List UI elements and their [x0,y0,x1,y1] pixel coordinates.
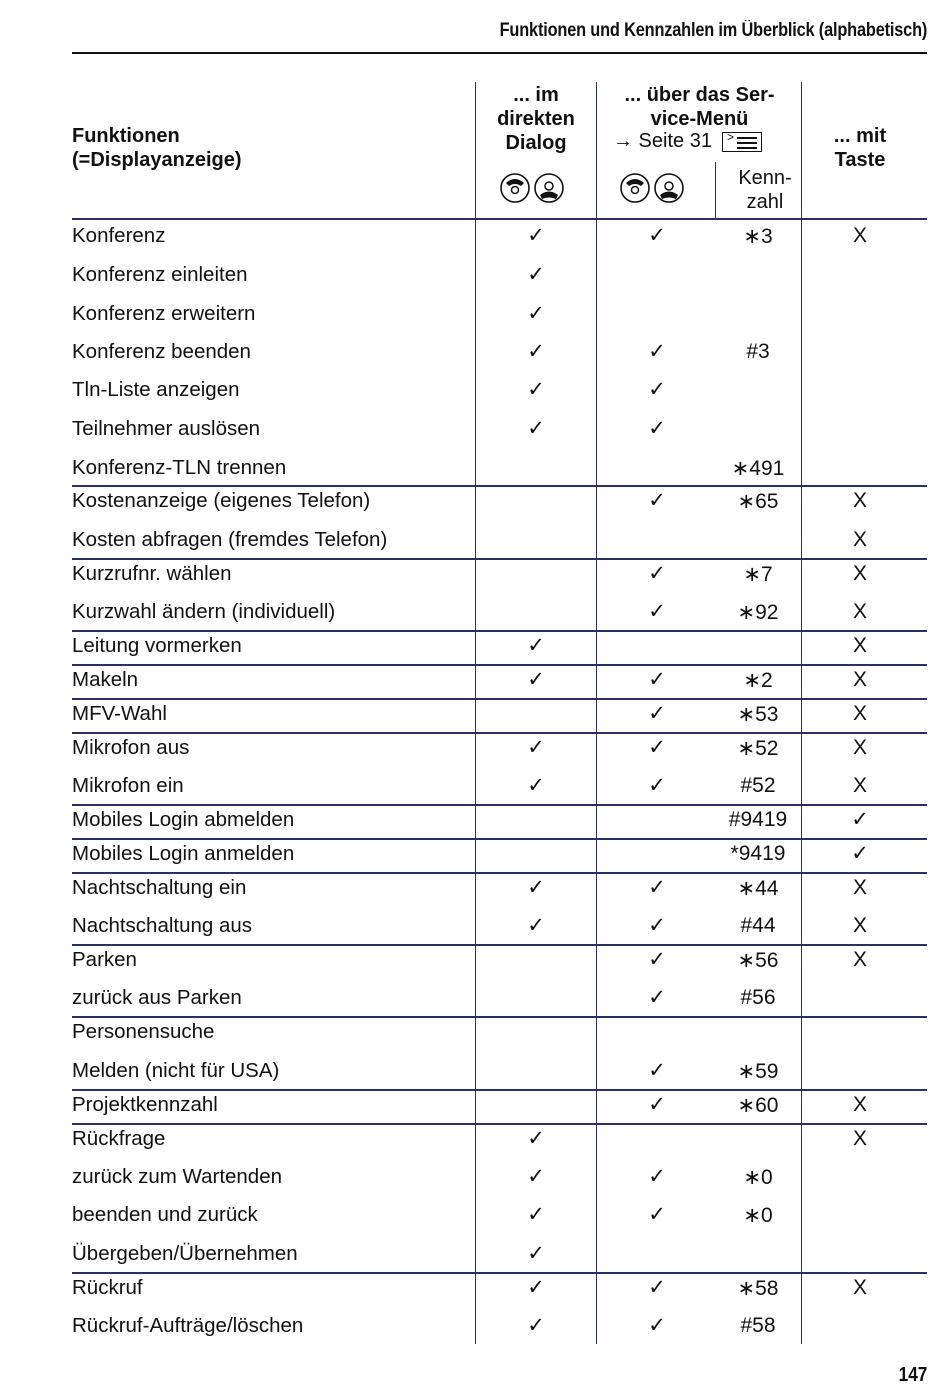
key-cell: X [852,702,867,725]
key-cell: X [852,914,867,937]
page-number: 147 [898,1364,927,1386]
dialog-cell: ✓ [527,876,545,899]
dialog-cell: ✓ [527,914,545,937]
dialog-cell: ✓ [527,417,545,440]
group-divider [72,804,927,806]
group-divider [72,732,927,734]
group-divider [72,1016,927,1018]
function-label: Rückruf [72,1276,143,1299]
service-cell: ✓ [648,224,666,247]
header-functions-line1: Funktionen [72,125,180,147]
function-label: Nachtschaltung ein [72,876,247,899]
code-cell: ∗7 [743,563,773,586]
handset-up-icon [499,172,531,204]
header-service [597,83,802,131]
header-rule [72,218,927,220]
function-label: Kosten abfragen (fremdes Telefon) [72,528,388,551]
function-label: Mikrofon ein [72,774,184,797]
service-cell: ✓ [648,914,666,937]
header-service-line2: vice-Menü [650,108,749,130]
function-label: Parken [72,948,137,971]
code-cell: ∗3 [743,225,773,248]
code-cell: #58 [740,1314,776,1337]
function-label: Kurzwahl ändern (individuell) [72,600,336,623]
page-title: Funktionen und Kennzahlen im Überblick (alphabetisch) [499,20,927,41]
handset-down-icon [533,172,565,204]
handset-up-icon [619,172,651,204]
code-cell: #52 [740,774,776,797]
key-cell: X [852,948,867,971]
dialog-cell: ✓ [527,1314,545,1337]
function-label: Übergeben/Übernehmen [72,1242,298,1265]
function-label: Konferenz beenden [72,340,251,363]
key-cell: X [852,876,867,899]
dialog-cell: ✓ [527,668,545,691]
table-row [72,1163,927,1201]
table-row [72,1274,927,1312]
dialog-cell: ✓ [527,302,545,325]
function-label: zurück aus Parken [72,986,242,1009]
code-cell: #44 [740,914,776,937]
service-cell: ✓ [648,489,666,512]
dialog-cell: ✓ [527,774,545,797]
key-cell: X [852,562,867,585]
service-ref-text: → Seite 31 [613,130,712,152]
table-row [72,1201,927,1239]
dialog-cell: ✓ [527,736,545,759]
code-cell: ∗53 [737,703,779,726]
code-cell: ∗59 [737,1060,779,1083]
table-row [72,946,927,984]
header-functions [72,124,242,172]
header-dialog [476,83,596,155]
dialog-cell: ✓ [527,263,545,286]
group-divider [72,558,927,560]
dialog-cell: ✓ [527,224,545,247]
function-label: Rückruf-Aufträge/löschen [72,1314,304,1337]
function-label: Rückfrage [72,1127,166,1150]
group-divider [72,485,927,487]
top-rule [72,52,927,54]
header-kennzahl-line2: zahl [746,191,784,213]
function-label: Kurzrufnr. wählen [72,562,232,585]
function-label: Melden (nicht für USA) [72,1059,280,1082]
function-label: MFV-Wahl [72,702,167,725]
service-cell: ✓ [648,948,666,971]
function-label: Teilnehmer auslösen [72,417,261,440]
service-cell: ✓ [648,774,666,797]
service-cell: ✓ [648,876,666,899]
table-row [72,874,927,912]
code-cell: ∗44 [737,877,779,900]
service-cell: ✓ [648,600,666,623]
key-cell: ✓ [851,808,869,831]
key-cell: X [852,736,867,759]
key-cell: X [852,1127,867,1150]
header-dialog-line1: ... im [513,84,559,106]
table-row [72,376,927,414]
key-cell: X [852,634,867,657]
table-row [72,300,927,338]
service-cell: ✓ [648,702,666,725]
header-functions-line2: (=Displayanzeige) [72,149,242,171]
dialog-cell: ✓ [527,634,545,657]
function-label: Makeln [72,668,139,691]
code-cell: ∗92 [737,601,779,624]
service-reference [613,130,762,153]
service-cell: ✓ [648,1276,666,1299]
header-dialog-line2: direkten [497,108,575,130]
dialog-cell: ✓ [527,340,545,363]
group-divider [72,630,927,632]
dialog-cell: ✓ [527,1165,545,1188]
table-row [72,1312,927,1350]
key-cell: X [852,489,867,512]
code-cell: ∗0 [743,1204,773,1227]
function-label: Mikrofon aus [72,736,190,759]
function-label: Personensuche [72,1020,215,1043]
group-divider [72,944,927,946]
header-taste [802,124,918,172]
code-cell: #9419 [728,808,788,831]
function-label: Leitung vormerken [72,634,242,657]
dialog-cell: ✓ [527,1276,545,1299]
code-cell: ∗60 [737,1094,779,1117]
function-label: Nachtschaltung aus [72,914,253,937]
function-label: beenden und zurück [72,1203,258,1226]
code-cell: ∗52 [737,737,779,760]
function-label: Konferenz-TLN trennen [72,456,287,479]
function-label: zurück zum Wartenden [72,1165,283,1188]
code-cell: ∗65 [737,490,779,513]
key-cell: ✓ [851,842,869,865]
service-cell: ✓ [648,1314,666,1337]
dialog-cell: ✓ [527,1242,545,1265]
table-row [72,487,927,525]
header-service-line1: ... über das Ser- [624,84,775,106]
header-taste-line2: Taste [834,149,886,171]
group-divider [72,698,927,700]
service-cell: ✓ [648,668,666,691]
code-cell: ∗0 [743,1166,773,1189]
function-label: Projektkennzahl [72,1093,218,1116]
table-row [72,415,927,453]
header-kennzahl-line1: Kenn- [738,167,792,189]
group-divider [72,872,927,874]
service-cell: ✓ [648,417,666,440]
function-label: Tln-Liste anzeigen [72,378,240,401]
code-cell: ∗56 [737,949,779,972]
key-cell: X [852,528,867,551]
table-row [72,222,927,260]
table-row [72,560,927,598]
service-cell: ✓ [648,340,666,363]
function-label: Kostenanzeige (eigenes Telefon) [72,489,371,512]
service-cell: ✓ [648,1059,666,1082]
dialog-cell: ✓ [527,378,545,401]
key-cell: X [852,668,867,691]
dialog-cell: ✓ [527,1127,545,1150]
service-cell: ✓ [648,1093,666,1116]
handset-down-icon [653,172,685,204]
key-cell: X [852,1276,867,1299]
key-cell: X [852,600,867,623]
service-cell: ✓ [648,1203,666,1226]
code-cell: #56 [740,986,776,1009]
table-row [72,261,927,299]
group-divider [72,1272,927,1274]
table-row [72,1125,927,1163]
key-cell: X [852,224,867,247]
dialog-cell: ✓ [527,1203,545,1226]
code-cell: ∗491 [731,457,785,480]
function-label: Mobiles Login abmelden [72,808,295,831]
service-cell: ✓ [648,562,666,585]
table-row [72,734,927,772]
function-label: Konferenz [72,224,166,247]
header-kennzahl [715,166,815,214]
service-cell: ✓ [648,378,666,401]
key-cell: X [852,1093,867,1116]
service-cell: ✓ [648,986,666,1009]
code-cell: ∗2 [743,669,773,692]
code-cell: *9419 [730,842,786,865]
header-dialog-line3: Dialog [505,132,567,154]
key-cell: X [852,774,867,797]
table-row [72,1018,927,1056]
group-divider [72,1123,927,1125]
menu-key-icon: > [722,132,762,152]
service-cell: ✓ [648,736,666,759]
function-label: Konferenz erweitern [72,302,256,325]
group-divider [72,838,927,840]
group-divider [72,664,927,666]
group-divider [72,1089,927,1091]
function-label: Mobiles Login anmelden [72,842,295,865]
service-cell: ✓ [648,1165,666,1188]
table-row [72,338,927,376]
code-cell: ∗58 [737,1277,779,1300]
header-taste-line1: ... mit [833,125,887,147]
code-cell: #3 [746,340,770,363]
function-label: Konferenz einleiten [72,263,248,286]
